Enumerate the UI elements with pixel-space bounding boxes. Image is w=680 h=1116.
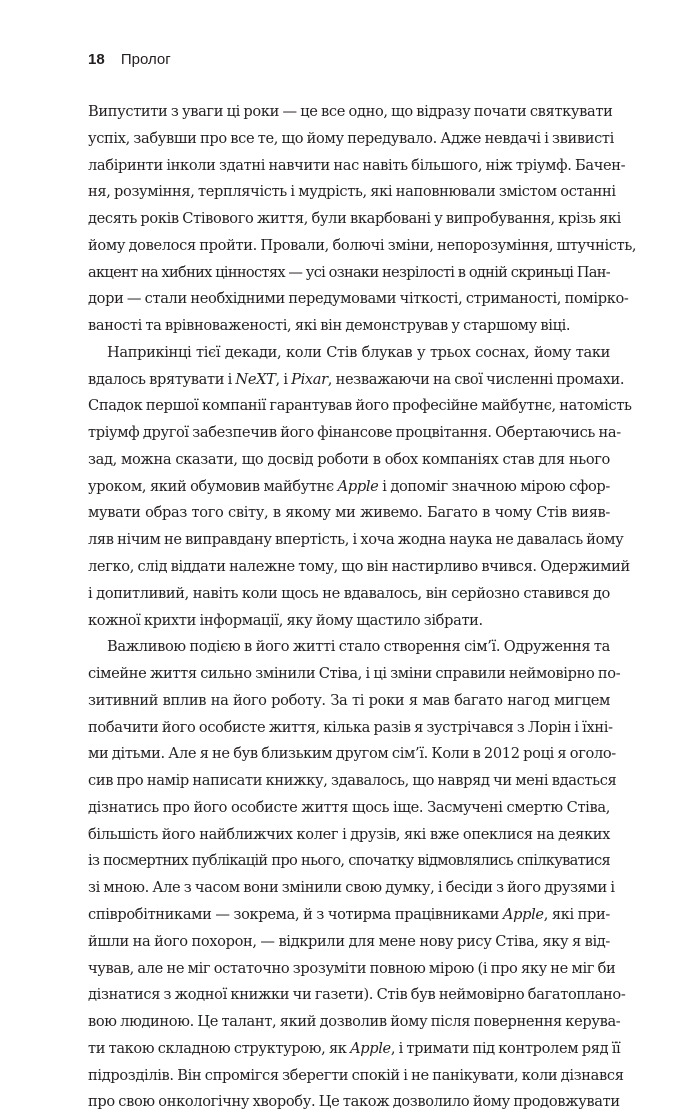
text-line: акцент на хибних цінностях — усі ознаки незрілості в одній скриньці Пан-	[88, 263, 610, 281]
company-name: Apple	[350, 1039, 391, 1057]
paragraph	[88, 99, 637, 340]
text-line: легко, слід віддати належне тому, що він настирливо вчився. Одержимий	[88, 558, 630, 576]
text-line: тріумф другої забезпечив його фінансове процвітання. Обертаючись на-	[88, 424, 621, 442]
text-line: дізнатися з жодної книжки чи газети). Стів був неймовірно багатоплано-	[88, 986, 626, 1004]
text-line: успіх, забувши про все те, що йому передувало. Адже невдачі і звивисті	[88, 129, 614, 147]
text-line: вою людиною. Це талант, який дозволив йому після повернення керува-	[88, 1013, 621, 1031]
text-line: більшість його найближчих колег і друзів, які вже опеклися на деяких	[88, 825, 610, 843]
text-line: побачити його особисте життя, кілька разів я зустрічався з Лорін і їхні-	[88, 718, 613, 736]
text-line: Важливою подією в його житті стало створення сім’ї. Одруження та	[107, 638, 610, 656]
company-name: NeXT	[235, 370, 276, 388]
text-line: сімейне життя сильно змінили Стіва, і ці зміни справили неймовірно по-	[88, 665, 621, 683]
text-line: зитивний вплив на його роботу. За ті роки я мав багато нагод мигцем	[88, 691, 610, 709]
text-line: ваності та врівноваженості, які він демонстрував у старшому віці.	[88, 317, 571, 335]
text-line: і допитливий, навіть коли щось не вдавалось, він серйозно ставився до	[88, 584, 610, 602]
text-line: мувати образ того світу, в якому ми живемо. Багато в чому Стів вияв-	[88, 504, 610, 522]
page-number: 18	[88, 51, 105, 68]
text-line: зі мною. Але з часом вони змінили свою думку, і бесіди з його друзями і	[88, 879, 615, 897]
paragraph	[88, 634, 626, 1116]
text-line: йшли на його похорон, — відкрили для мене нову рису Стіва, яку я від-	[88, 932, 610, 950]
paragraph	[88, 340, 632, 634]
text-line: вдалось врятувати і NeXT, і Pixar, незважаючи на свої численні промахи.	[88, 370, 625, 388]
section-title: Пролог	[120, 51, 171, 68]
text-line: дізнатись про його особисте життя щось іще. Засмучені смертю Стіва,	[88, 798, 610, 816]
text-line: лабіринти інколи здатні навчити нас навіть більшого, ніж тріумф. Бачен-	[88, 156, 626, 174]
text-line: йому довелося пройти. Провали, болючі зміни, непорозуміння, штучність,	[88, 236, 637, 254]
text-line: ти такою складною структурою, як Apple, і тримати під контролем ряд її	[88, 1039, 621, 1057]
text-line: зад, можна сказати, що досвід роботи в обох компаніях став для нього	[88, 450, 610, 468]
company-name: Apple	[502, 905, 544, 923]
text-line: Спадок першої компанії гарантував його професійне майбутнє, натомість	[88, 397, 632, 415]
running-head	[88, 51, 171, 69]
text-line: уроком, який обумовив майбутнє Apple і допоміг значною мірою сфор-	[88, 477, 611, 495]
text-line: ми дітьми. Але я не був близьким другом сім’ї. Коли в 2012 році я оголо-	[88, 745, 616, 763]
text-line: дори — стали необхідними передумовами чіткості, стриманості, поміркo-	[88, 290, 629, 308]
text-line: ляв нічим не виправдану впертість, і хоча жодна наука не давалась йому	[88, 531, 624, 549]
text-line: чував, але не міг остаточно зрозуміти повною мірою (і про яку не міг би	[88, 959, 616, 977]
text-line: кожної крихти інформації, яку йому щастило зібрати.	[88, 611, 483, 629]
text-line: підрозділів. Він спромігся зберегти спокій і не панікувати, коли дізнався	[88, 1066, 624, 1084]
text-line: десять років Стівового життя, були вкарбовані у випробування, крізь які	[88, 210, 621, 228]
text-line: співробітниками — зокрема, й з чотирма працівниками Apple, які при-	[88, 905, 610, 923]
body-text	[88, 99, 637, 1116]
company-name: Apple	[337, 477, 379, 495]
text-line: Випустити з уваги ці роки — це все одно, що відразу почати святкувати	[88, 103, 613, 120]
text-line: Наприкінці тієї декади, коли Стів блукав у трьох соснах, йому таки	[107, 343, 610, 361]
text-line: сив про намір написати книжку, здавалось, що навряд чи мені вдасться	[88, 772, 617, 790]
text-line: про свою онкологічну хворобу. Це також дозволило йому продовжувати	[88, 1093, 620, 1111]
company-name: Pixar	[291, 370, 328, 388]
text-line: ня, розуміння, терплячість і мудрість, які наповнювали змістом останні	[88, 183, 616, 201]
text-line: із посмертних публікацій про нього, спочатку відмовлялись спілкуватися	[88, 852, 610, 870]
